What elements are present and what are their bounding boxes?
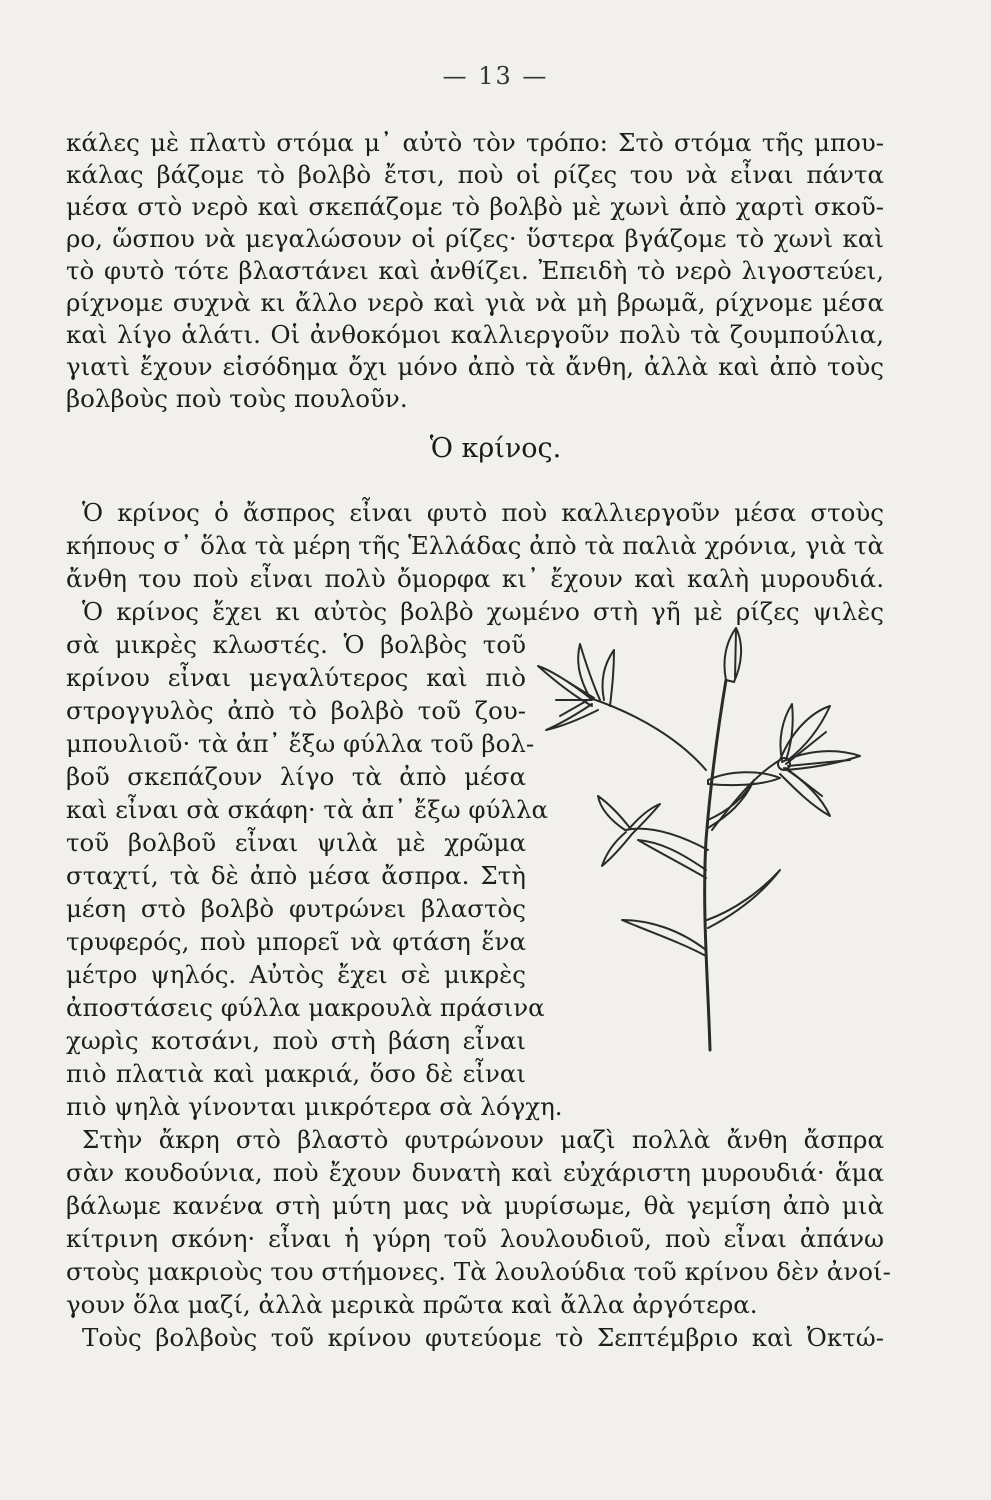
text-line: χωρὶς κοτσάνι, ποὺ στὴ βάση εἶναι — [66, 1026, 526, 1055]
text-line: μέσα στὸ νερὸ καὶ σκεπάζομε τὸ βολβὸ μὲ χωνὶ ἀπὸ χαρτὶ σκοῦ- — [66, 192, 884, 221]
text-line: κίτρινη σκόνη· εἶναι ἡ γύρη τοῦ λουλουδιοῦ, ποὺ εἶναι ἀπάνω — [66, 1224, 884, 1253]
text-line: τρυφερός, ποὺ μπορεῖ νὰ φτάση ἕνα — [66, 927, 526, 956]
page-number: — 13 — — [442, 62, 549, 90]
text-line: Ὁ κρίνος ὁ ἄσπρος εἶναι φυτὸ ποὺ καλλιεργοῦν μέσα στοὺς — [82, 498, 884, 527]
text-line: πιὸ ψηλὰ γίνονται μικρότερα σὰ λόγχη. — [66, 1092, 563, 1121]
lily-illustration — [530, 620, 890, 1060]
text-line: γουν ὅλα μαζί, ἀλλὰ μερικὰ πρῶτα καὶ ἄλλα ἀργότερα. — [66, 1290, 758, 1319]
text-line: ρίχνομε συχνὰ κι ἄλλο νερὸ καὶ γιὰ νὰ μὴ βρωμᾶ, ρίχνομε μέσα — [66, 288, 884, 317]
text-line: σὰν κουδούνια, ποὺ ἔχουν δυνατὴ καὶ εὐχάριστη μυρουδιά· ἅμα — [66, 1158, 884, 1187]
text-line: ἄνθη του ποὺ εἶναι πολὺ ὄμορφα κι᾽ ἔχουν καὶ καλὴ μυρουδιά. — [66, 564, 884, 593]
text-line: καὶ λίγο ἁλάτι. Οἱ ἀνθοκόμοι καλλιεργοῦν πολὺ τὰ ζουμπούλια, — [66, 320, 884, 349]
text-line: βολβοὺς ποὺ τοὺς πουλοῦν. — [66, 384, 408, 413]
text-line: μπουλιοῦ· τὰ ἀπ᾽ ἔξω φύλλα τοῦ βολ- — [66, 729, 535, 758]
text-line: πιὸ πλατιὰ καὶ μακριά, ὅσο δὲ εἶναι — [66, 1059, 526, 1088]
text-line: μέση στὸ βολβὸ φυτρώνει βλαστὸς — [66, 894, 526, 923]
text-line: βάλωμε κανένα στὴ μύτη μας νὰ μυρίσωμε, θὰ γεμίση ἀπὸ μιὰ — [66, 1191, 884, 1220]
text-line: κάλας βάζομε τὸ βολβὸ ἔτσι, ποὺ οἱ ρίζες του νὰ εἶναι πάντα — [66, 160, 884, 189]
text-line: Στὴν ἄκρη στὸ βλαστὸ φυτρώνουν μαζὶ πολλὰ ἄνθη ἄσπρα — [82, 1125, 884, 1154]
text-line: γιατὶ ἔχουν εἰσόδημα ὄχι μόνο ἀπὸ τὰ ἄνθη, ἀλλὰ καὶ ἀπὸ τοὺς — [66, 352, 884, 381]
text-line: βοῦ σκεπάζουν λίγο τὰ ἀπὸ μέσα — [66, 762, 526, 791]
text-line: Τοὺς βολβοὺς τοῦ κρίνου φυτεύομε τὸ Σεπτέμβριο καὶ Ὀκτώ- — [82, 1323, 884, 1352]
text-line: τὸ φυτὸ τότε βλαστάνει καὶ ἀνθίζει. Ἐπειδὴ τὸ νερὸ λιγοστεύει, — [66, 256, 884, 285]
section-heading: Ὁ κρίνος. — [429, 433, 562, 464]
text-line: στοὺς μακριοὺς του στήμονες. Τὰ λουλούδια τοῦ κρίνου δὲν ἀνοί- — [66, 1257, 891, 1286]
text-line: καὶ εἶναι σὰ σκάφη· τὰ ἀπ᾽ ἔξω φύλλα — [66, 795, 549, 824]
text-line: ρο, ὥσπου νὰ μεγαλώσουν οἱ ρίζες· ὕστερα βγάζομε τὸ χωνὶ καὶ — [66, 224, 884, 253]
text-line: στρογγυλὸς ἀπὸ τὸ βολβὸ τοῦ ζου- — [66, 696, 526, 725]
text-line: κάλες μὲ πλατὺ στόμα μ᾽ αὐτὸ τὸν τρόπο: Στὸ στόμα τῆς μπου- — [66, 128, 884, 157]
text-line: σταχτί, τὰ δὲ ἀπὸ μέσα ἄσπρα. Στὴ — [66, 861, 526, 890]
text-line: σὰ μικρὲς κλωστές. Ὁ βολβὸς τοῦ — [66, 630, 526, 659]
text-line: Ὁ κρίνος ἔχει κι αὐτὸς βολβὸ χωμένο στὴ γῆ μὲ ρίζες ψιλὲς — [82, 597, 884, 626]
text-line: μέτρο ψηλός. Αὐτὸς ἔχει σὲ μικρὲς — [66, 960, 526, 989]
text-line: κρίνου εἶναι μεγαλύτερος καὶ πιὸ — [66, 663, 526, 692]
text-line: τοῦ βολβοῦ εἶναι ψιλὰ μὲ χρῶμα — [66, 828, 526, 857]
text-line: ἀποστάσεις φύλλα μακρουλὰ πράσινα — [66, 993, 545, 1022]
text-line: κήπους σ᾽ ὅλα τὰ μέρη τῆς Ἑλλάδας ἀπὸ τὰ παλιὰ χρόνια, γιὰ τὰ — [66, 531, 884, 560]
